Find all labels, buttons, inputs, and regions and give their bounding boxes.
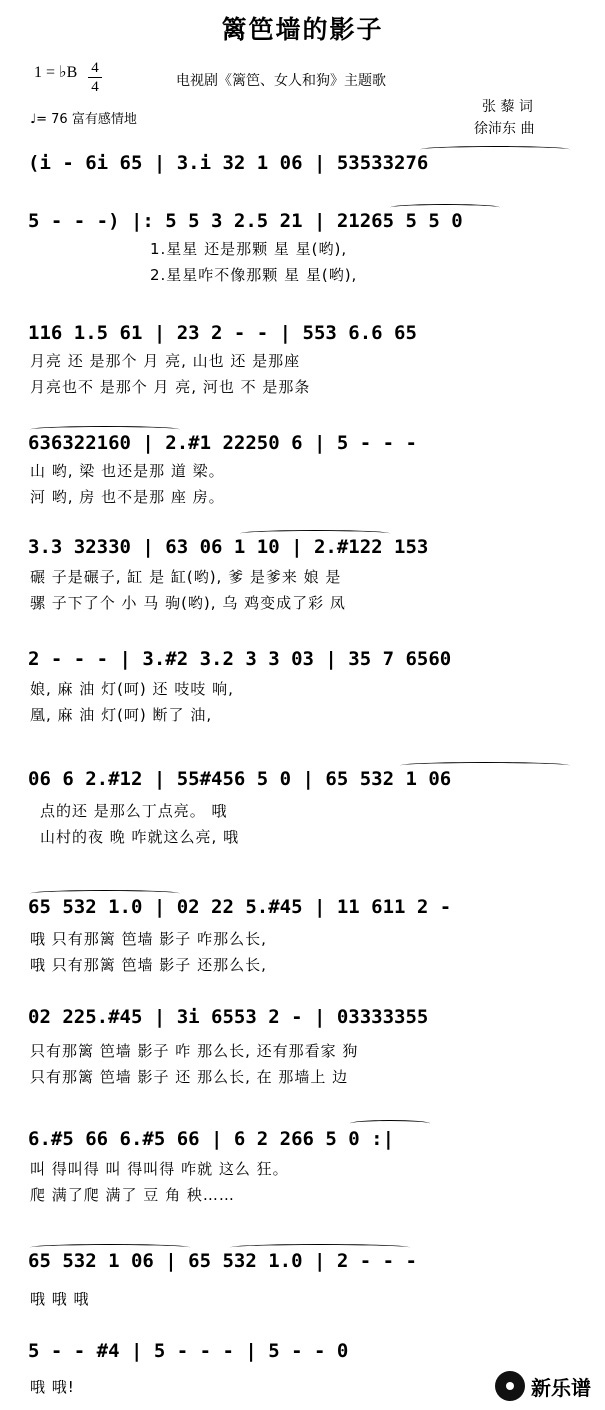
time-signature-top: 4 xyxy=(91,60,99,76)
score-row-3-notes: 116 1.5 61 | 23 2 - - | 553 6.6 65 xyxy=(28,322,417,344)
score-row-5-lyric-2: 骡 子下了个 小 马 驹(哟), 乌 鸡变成了彩 凤 xyxy=(30,594,346,612)
score-row-8-notes: 65 532 1.0 | 02 22 5.#45 | 11 611 2 - xyxy=(28,896,452,918)
score-row-8-lyric-2: 哦 只有那篱 笆墙 影子 还那么长, xyxy=(30,956,267,974)
slur-mark xyxy=(30,1244,190,1251)
lyricist-credit: 张 藜 词 xyxy=(482,99,533,115)
score-row-4-notes: 636322160 | 2.#1 22250 6 | 5 - - - xyxy=(28,432,417,454)
key-signature: 1 = ♭B xyxy=(34,64,78,81)
score-row-5-lyric-1: 碾 子是碾子, 缸 是 缸(哟), 爹 是爹来 娘 是 xyxy=(30,568,342,586)
score-row-10-lyric-1: 叫 得叫得 叫 得叫得 咋就 这么 狂。 xyxy=(30,1160,289,1178)
score-row-6-lyric-2: 凰, 麻 油 灯(呵) 断了 油, xyxy=(30,706,213,724)
score-row-7-lyric-2: 山村的夜 晚 咋就这么亮, 哦 xyxy=(40,828,240,846)
score-row-5-notes: 3.3 32330 | 63 06 1 10 | 2.#122 153 xyxy=(28,536,429,558)
page-title: 篱笆墙的影子 xyxy=(221,15,384,44)
score-row-9-lyric-2: 只有那篱 笆墙 影子 还 那么长, 在 那墙上 边 xyxy=(30,1068,349,1086)
score-row-11-lyric-1: 哦 哦 哦 xyxy=(30,1290,90,1308)
score-row-7-lyric-1: 点的还 是那么丁点亮。 哦 xyxy=(40,802,228,820)
site-logo xyxy=(495,1368,591,1404)
score-row-12-lyric-1: 哦 哦! xyxy=(30,1378,75,1396)
site-brand-name: 新乐谱 xyxy=(531,1375,591,1400)
score-row-1-notes: (i - 6i 65 | 3.i 32 1 06 | 53533276 xyxy=(28,152,429,174)
score-row-10-notes: 6.#5 66 6.#5 66 | 6 2 266 5 0 :| xyxy=(28,1128,395,1150)
score-row-3-lyric-1: 月亮 还 是那个 月 亮, 山也 还 是那座 xyxy=(30,352,301,370)
score-row-6-notes: 2 - - - | 3.#2 3.2 3 3 03 | 35 7 6560 xyxy=(28,648,452,670)
slur-mark xyxy=(30,426,180,433)
score-row-3-lyric-2: 月亮也不 是那个 月 亮, 河也 不 是那条 xyxy=(30,378,311,396)
score-row-10-lyric-2: 爬 满了爬 满了 豆 角 秧…… xyxy=(30,1186,235,1204)
score-row-8-lyric-1: 哦 只有那篱 笆墙 影子 咋那么长, xyxy=(30,930,267,948)
time-signature xyxy=(88,60,102,95)
slur-mark xyxy=(30,890,180,897)
score-row-9-notes: 02 225.#45 | 3i 6553 2 - | 03333355 xyxy=(28,1006,429,1028)
composer-credit: 徐沛东 曲 xyxy=(474,121,535,137)
score-row-2-lyric-2: 2.星星咋不像那颗 星 星(哟), xyxy=(150,266,358,284)
score-row-9-lyric-1: 只有那篱 笆墙 影子 咋 那么长, 还有那看家 狗 xyxy=(30,1042,359,1060)
record-disc-icon xyxy=(495,1371,525,1401)
slur-mark xyxy=(240,530,390,537)
score-row-6-lyric-1: 娘, 麻 油 灯(呵) 还 吱吱 响, xyxy=(30,680,234,698)
score-row-4-lyric-1: 山 哟, 梁 也还是那 道 梁。 xyxy=(30,462,225,480)
slur-mark xyxy=(400,762,570,769)
slur-mark xyxy=(390,204,500,211)
score-row-7-notes: 06 6 2.#12 | 55#456 5 0 | 65 532 1 06 xyxy=(28,768,452,790)
time-signature-line xyxy=(88,77,102,78)
score-row-12-notes: 5 - - #4 | 5 - - - | 5 - - 0 xyxy=(28,1340,349,1362)
score-row-4-lyric-2: 河 哟, 房 也不是那 座 房。 xyxy=(30,488,225,506)
tempo-marking: ♩= 76 富有感情地 xyxy=(30,112,137,127)
slur-mark xyxy=(420,146,570,153)
time-signature-bottom: 4 xyxy=(91,79,99,95)
score-row-2-notes: 5 - - -) |: 5 5 3 2.5 21 | 21265 5 5 0 xyxy=(28,210,463,232)
score-row-2-lyric-1: 1.星星 还是那颗 星 星(哟), xyxy=(150,240,348,258)
score-row-11-notes: 65 532 1 06 | 65 532 1.0 | 2 - - - xyxy=(28,1250,417,1272)
slur-mark xyxy=(350,1120,430,1127)
slur-mark xyxy=(230,1244,410,1251)
subtitle: 电视剧《篱笆、女人和狗》主题歌 xyxy=(176,73,386,89)
